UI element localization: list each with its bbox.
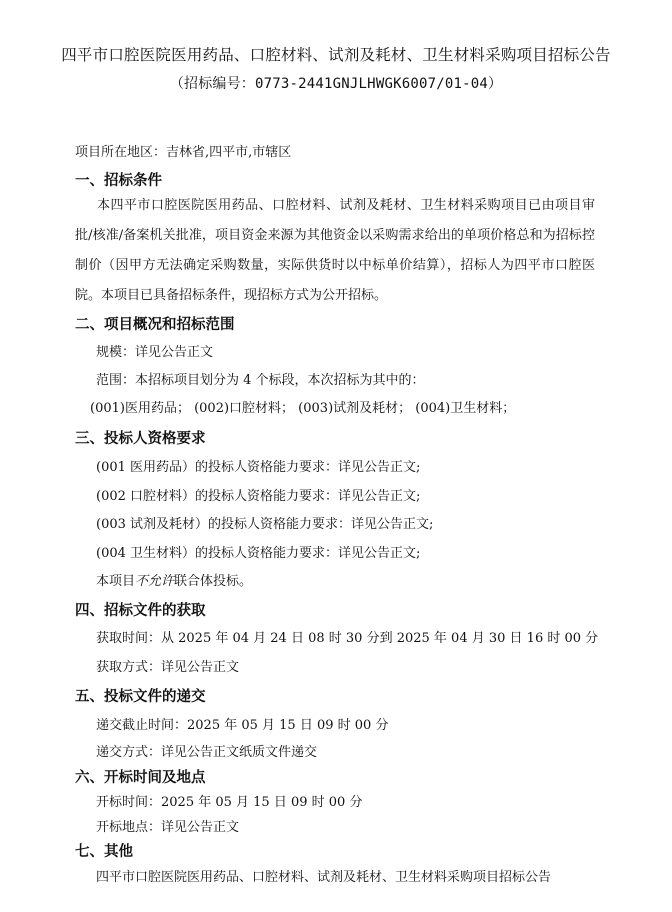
- section-4-heading: 四、招标文件的获取: [75, 603, 206, 619]
- document-obtain-method: 获取方式：详见公告正文: [96, 660, 240, 675]
- submission-method: 递交方式：详见公告正文纸质文件递交: [96, 745, 318, 760]
- qualification-item: (003 试剂及耗材）的投标人资格能力要求：详见公告正文;: [96, 517, 434, 532]
- consortium-suffix: 联合体投标。: [174, 574, 253, 589]
- section-5-heading: 五、投标文件的递交: [75, 689, 206, 705]
- project-region: 项目所在地区：吉林省,四平市,市辖区: [75, 145, 292, 160]
- lot-list: (001)医用药品； (002)口腔材料； (003)试剂及耗材； (004)卫生材料；: [90, 401, 516, 416]
- consortium-note: [96, 570, 252, 589]
- section-1-heading: 一、招标条件: [75, 173, 162, 189]
- qualification-item: (002 口腔材料）的投标人资格能力要求：详见公告正文;: [96, 489, 421, 504]
- qualification-item: (001 医用药品）的投标人资格能力要求：详见公告正文;: [96, 460, 421, 475]
- section-2-heading: 二、项目概况和招标范围: [75, 317, 235, 333]
- consortium-emphasis: 不允许: [135, 574, 175, 589]
- submission-deadline: 递交截止时间：2025 年 05 月 15 日 09 时 00 分: [96, 718, 389, 733]
- project-scope: 范围：本招标项目划分为 4 个标段，本次招标为其中的：: [96, 373, 425, 388]
- tender-number: （招标编号：0773-2441GNJLHWGK6007/01-04）: [169, 76, 503, 92]
- section-1-paragraph: 本四平市口腔医院医用药品、口腔材料、试剂及耗材、卫生材料采购项目已由项目审批/核准/备案机关批准，项目资金来源为其他资金以采购需求给出的单项价格总和为招标控制价（因甲方无法确定采购数量，实际供货时以中标单价结算），招标人为四平市口腔医院。本项目已具备招标条件，现招标方式为公开招标。: [75, 198, 595, 303]
- section-7-heading: 七、其他: [75, 844, 133, 860]
- bid-opening-place: 开标地点：详见公告正文: [96, 820, 240, 835]
- bid-opening-time: 开标时间：2025 年 05 月 15 日 09 时 00 分: [96, 795, 363, 810]
- section-3-heading: 三、投标人资格要求: [75, 431, 206, 447]
- notice-title: 四平市口腔医院医用药品、口腔材料、试剂及耗材、卫生材料采购项目招标公告: [61, 46, 611, 64]
- section-6-heading: 六、开标时间及地点: [75, 770, 206, 786]
- document-obtain-time: 获取时间：从 2025 年 04 月 24 日 08 时 30 分到 2025 年 04 月 30 日 16 时 00 分: [96, 631, 599, 646]
- project-scale: 规模：详见公告正文: [96, 345, 214, 360]
- qualification-item: (004 卫生材料）的投标人资格能力要求：详见公告正文;: [96, 546, 421, 561]
- consortium-prefix: 本项目: [96, 574, 136, 589]
- other-text: 四平市口腔医院医用药品、口腔材料、试剂及耗材、卫生材料采购项目招标公告: [96, 870, 552, 885]
